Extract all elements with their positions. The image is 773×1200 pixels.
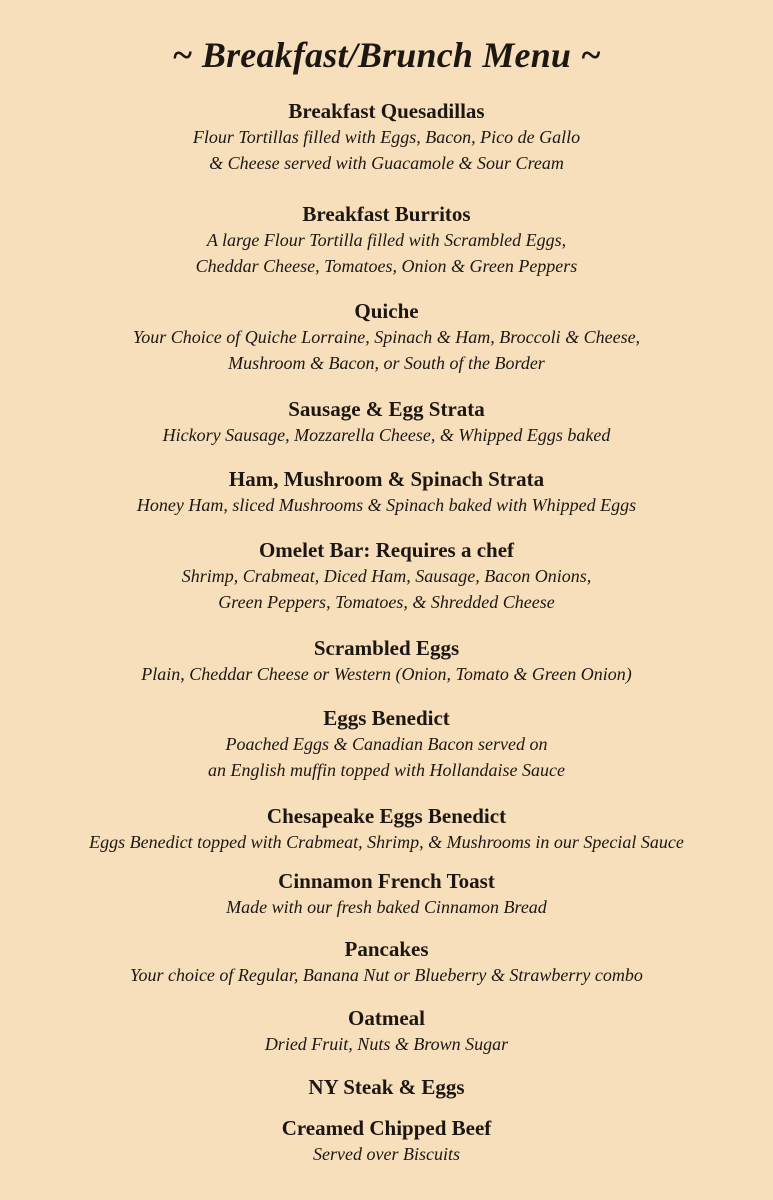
menu-item-sausage-egg-strata — [0, 396, 773, 448]
item-description-line: A large Flour Tortilla filled with Scrambled Eggs, — [206, 230, 567, 250]
item-name: Chesapeake Eggs Benedict — [266, 804, 507, 828]
item-name: Sausage & Egg Strata — [288, 397, 485, 421]
item-description-line: Your Choice of Quiche Lorraine, Spinach & Ham, Broccoli & Cheese, — [132, 327, 641, 347]
item-name: Oatmeal — [348, 1006, 425, 1030]
menu-item-ny-steak-eggs — [0, 1074, 773, 1100]
menu-item-scrambled-eggs — [0, 635, 773, 687]
item-description-line: Hickory Sausage, Mozzarella Cheese, & Whipped Eggs baked — [162, 425, 611, 445]
item-name: Breakfast Quesadillas — [288, 99, 485, 123]
item-description-line: Served over Biscuits — [313, 1144, 460, 1164]
item-name: NY Steak & Eggs — [308, 1075, 465, 1099]
item-description-line: Eggs Benedict topped with Crabmeat, Shrimp, & Mushrooms in our Special Sauce — [89, 832, 684, 852]
item-description-line: & Cheese served with Guacamole & Sour Cream — [209, 153, 564, 173]
menu-item-omelet-bar — [0, 537, 773, 615]
item-description-line: Flour Tortillas filled with Eggs, Bacon, Pico de Gallo — [192, 127, 581, 147]
item-description-line: Dried Fruit, Nuts & Brown Sugar — [264, 1034, 509, 1054]
item-name: Quiche — [354, 299, 419, 323]
menu-item-cinnamon-french-toast — [0, 868, 773, 920]
item-description-line: Shrimp, Crabmeat, Diced Ham, Sausage, Bacon Onions, — [181, 566, 592, 586]
menu-item-ham-mushroom-spinach-strata — [0, 466, 773, 518]
item-description-line: Poached Eggs & Canadian Bacon served on — [225, 734, 548, 754]
item-name: Omelet Bar: Requires a chef — [258, 538, 515, 562]
menu-item-eggs-benedict — [0, 705, 773, 783]
item-name: Creamed Chipped Beef — [281, 1116, 492, 1140]
menu-item-chesapeake-eggs-benedict — [0, 803, 773, 855]
item-name: Ham, Mushroom & Spinach Strata — [228, 467, 545, 491]
item-name: Scrambled Eggs — [313, 636, 460, 660]
item-name: Eggs Benedict — [323, 706, 450, 730]
item-name: Breakfast Burritos — [302, 202, 471, 226]
item-description-line: Your choice of Regular, Banana Nut or Blueberry & Strawberry combo — [130, 965, 643, 985]
item-description-line: Green Peppers, Tomatoes, & Shredded Cheese — [218, 592, 555, 612]
item-description-line: Cheddar Cheese, Tomatoes, Onion & Green Peppers — [195, 256, 578, 276]
menu-item-pancakes — [0, 936, 773, 988]
item-description-line: Made with our fresh baked Cinnamon Bread — [226, 897, 547, 917]
item-description-line: Mushroom & Bacon, or South of the Border — [228, 353, 545, 373]
item-description-line: Plain, Cheddar Cheese or Western (Onion, Tomato & Green Onion) — [141, 664, 632, 684]
item-name: Cinnamon French Toast — [278, 869, 495, 893]
item-name: Pancakes — [344, 937, 429, 961]
menu-title: ~ Breakfast/Brunch Menu ~ — [171, 35, 602, 75]
item-description-line: Honey Ham, sliced Mushrooms & Spinach baked with Whipped Eggs — [136, 495, 637, 515]
menu-item-quiche — [0, 298, 773, 376]
menu-item-breakfast-burritos — [0, 201, 773, 279]
item-description-line: an English muffin topped with Hollandaise Sauce — [208, 760, 565, 780]
menu-item-breakfast-quesadillas — [0, 98, 773, 176]
menu-item-creamed-chipped-beef — [0, 1115, 773, 1167]
menu-item-oatmeal — [0, 1005, 773, 1057]
